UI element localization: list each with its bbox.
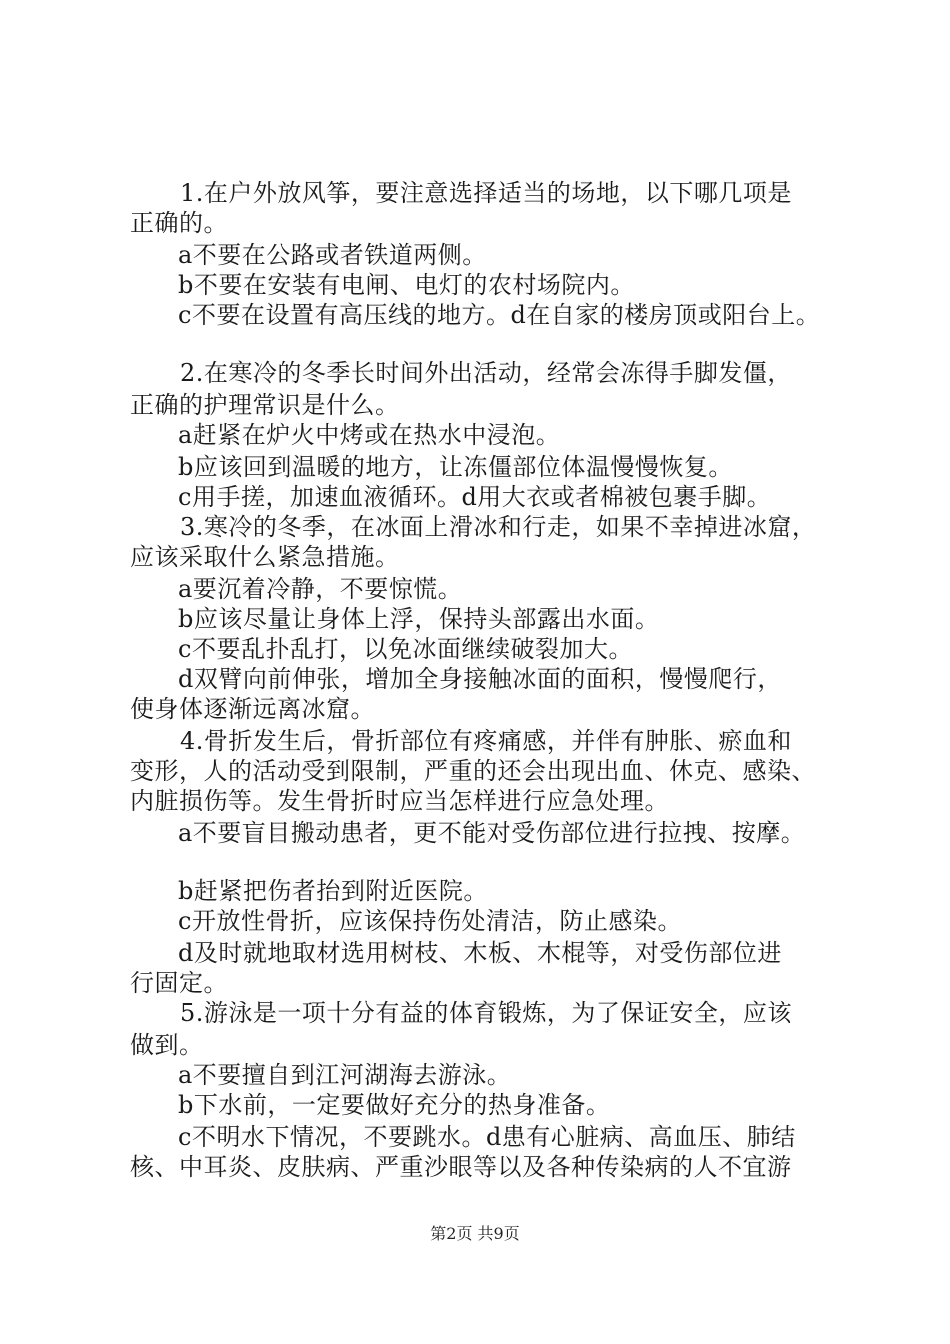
text-line: 2.在寒冷的冬季长时间外出活动，经常会冻得手脚发僵，	[180, 359, 792, 387]
text-line: d双臂向前伸张，增加全身接触冰面的面积，慢慢爬行，	[178, 665, 782, 693]
text-line: b不要在安装有电闸、电灯的农村场院内。	[178, 271, 635, 299]
text-line: c不要在设置有高压线的地方。d在自家的楼房顶或阳台上。	[178, 301, 821, 329]
text-line: b下水前，一定要做好充分的热身准备。	[178, 1091, 611, 1119]
text-line: a不要盲目搬动患者，更不能对受伤部位进行拉拽、按摩。	[178, 819, 806, 847]
text-line: 内脏损伤等。发生骨折时应当怎样进行应急处理。	[130, 787, 669, 815]
text-line: 使身体逐渐远离冰窟。	[130, 695, 375, 723]
text-line: 应该采取什么紧急措施。	[130, 543, 400, 571]
text-line: 正确的护理常识是什么。	[130, 391, 400, 419]
text-line: 3.寒冷的冬季，在冰面上滑冰和行走，如果不幸掉进冰窟，	[180, 513, 817, 541]
text-line: 正确的。	[130, 209, 228, 237]
page-footer: 第2页 共9页	[430, 1224, 520, 1243]
text-line: a要沉着冷静，不要惊慌。	[178, 575, 463, 603]
text-line: c开放性骨折，应该保持伤处清洁，防止感染。	[178, 907, 682, 935]
text-line: 1.在户外放风筝，要注意选择适当的场地，以下哪几项是	[180, 179, 792, 207]
text-line: b应该回到温暖的地方，让冻僵部位体温慢慢恢复。	[178, 453, 733, 481]
text-line: c不明水下情况，不要跳水。d患有心脏病、高血压、肺结	[178, 1123, 796, 1151]
text-line: 5.游泳是一项十分有益的体育锻炼，为了保证安全，应该	[180, 999, 792, 1027]
text-line: 4.骨折发生后，骨折部位有疼痛感，并伴有肿胀、瘀血和	[180, 727, 792, 755]
text-line: d及时就地取材选用树枝、木板、木棍等，对受伤部位进	[178, 939, 782, 967]
text-line: a不要在公路或者铁道两侧。	[178, 241, 487, 269]
text-line: b赶紧把伤者抬到附近医院。	[178, 877, 488, 905]
text-line: c用手搓，加速血液循环。d用大衣或者棉被包裹手脚。	[178, 483, 772, 511]
text-line: c不要乱扑乱打，以免冰面继续破裂加大。	[178, 635, 633, 663]
text-line: 核、中耳炎、皮肤病、严重沙眼等以及各种传染病的人不宜游	[130, 1153, 792, 1181]
text-line: a不要擅自到江河湖海去游泳。	[178, 1061, 512, 1089]
text-line: 做到。	[130, 1031, 204, 1059]
text-line: 行固定。	[130, 969, 228, 997]
text-line: 变形，人的活动受到限制，严重的还会出现出血、休克、感染、	[130, 757, 816, 785]
text-line: b应该尽量让身体上浮，保持头部露出水面。	[178, 605, 660, 633]
text-line: a赶紧在炉火中烤或在热水中浸泡。	[178, 421, 561, 449]
